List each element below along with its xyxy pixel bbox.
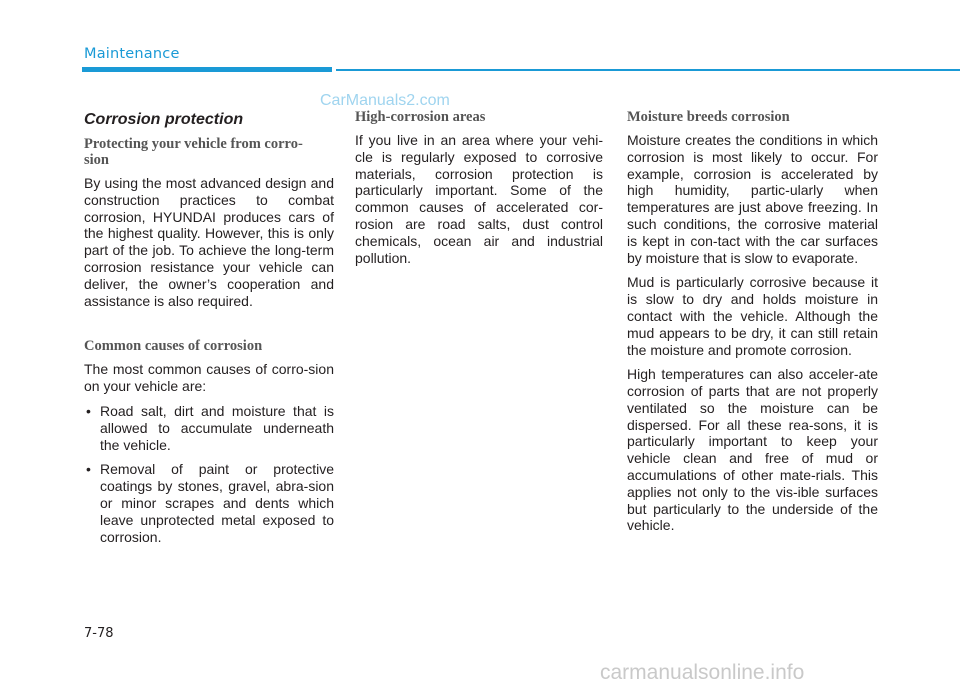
list-item: • Removal of paint or protective coatings by stones, gravel, abra-sion or minor scrapes and dents which leave unprotected metal exposed to corrosion. <box>86 461 334 545</box>
section-header: Maintenance <box>84 46 180 62</box>
subheading-protecting: Protecting your vehicle from corro- sion <box>84 136 303 169</box>
list-item: • Road salt, dirt and moisture that is allowed to accumulate underneath the vehicle. <box>86 402 334 453</box>
page-number: 7-78 <box>84 626 114 641</box>
paragraph: If you live in an area where your vehi-cle is regularly exposed to corrosive materials, corrosion protection is particularly important. Some of the common causes of accelerated cor-rosion are road salts, dust control chemicals, ocean air and industrial pollution. <box>355 131 603 266</box>
bullet-list <box>84 403 334 545</box>
paragraph: High temperatures can also acceler-ate corrosion of parts that are not properly ventilated so the moisture can be dispersed. For all these rea-sons, it is particularly important to keep your vehicle clean and free of mud or accumulations of other mate-rials. This applies not only to the vis-ible surfaces but particularly to the underside of the vehicle. <box>627 366 878 534</box>
paragraph: By using the most advanced design and construction practices to combat corrosion, HYUNDAI produces cars of the highest quality. However, this is only part of the job. To achieve the long-term corrosion resistance your vehicle can deliver, the owner’s cooperation and assistance is also required. <box>84 175 334 309</box>
header-rule-thin <box>336 69 960 71</box>
column-2 <box>355 110 603 274</box>
subheading-common-causes: Common causes of corrosion <box>84 338 263 355</box>
section-title: Corrosion protection <box>84 111 244 128</box>
paragraph: Moisture creates the conditions in which corrosion is most likely to occur. For example, corrosion is accelerated by high humidity, partic-ularly when temperatures are just above freezing. In such conditions, the corrosive material is kept in con-tact with the car surfaces by moisture that is slow to evaporate. <box>627 131 878 266</box>
subheading-high-corrosion: High-corrosion areas <box>355 109 486 125</box>
watermark-bottom: carmanualsonline.info <box>600 661 805 684</box>
column-3 <box>627 110 878 542</box>
header-rule-thick <box>82 67 332 72</box>
column-1 <box>84 110 334 553</box>
paragraph: The most common causes of corro-sion on your vehicle are: <box>84 361 334 395</box>
paragraph: Mud is particularly corrosive because it is slow to dry and holds moisture in contact with the vehicle. Although the mud appears to be dry, it can still retain the moisture and promote corrosion. <box>627 274 878 358</box>
watermark-top: CarManuals2.com <box>320 92 450 109</box>
subheading-moisture: Moisture breeds corrosion <box>627 109 790 125</box>
